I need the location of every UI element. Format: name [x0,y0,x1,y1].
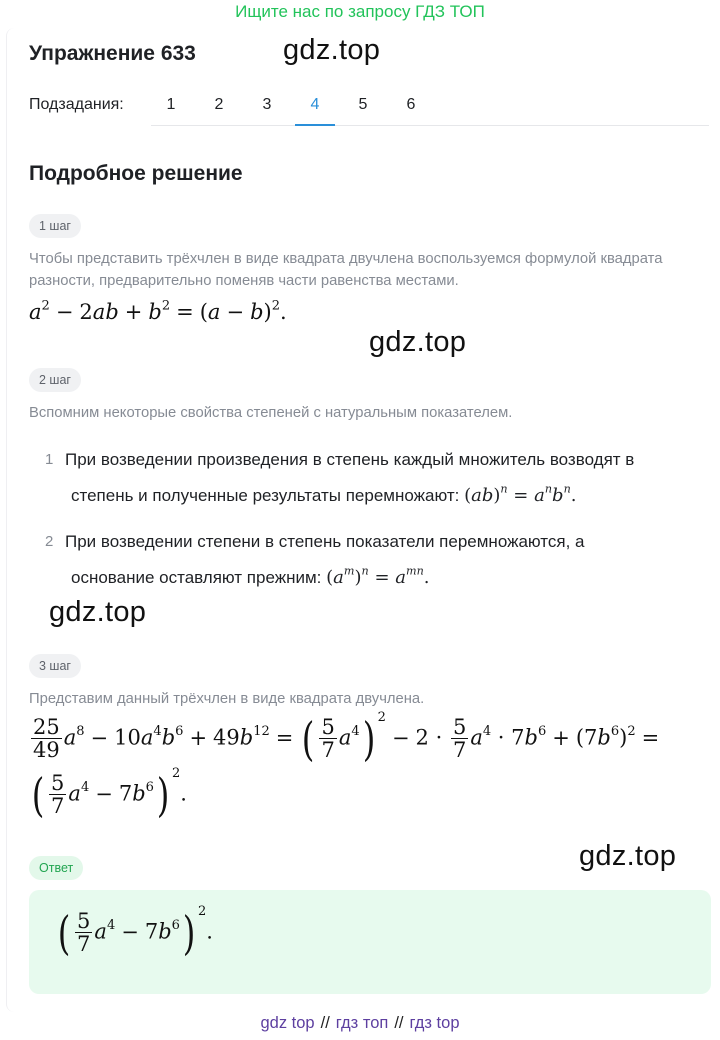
watermark: gdz.top [579,840,677,872]
list-text-continued [71,478,576,514]
answer-box [29,890,711,994]
watermark: gdz.top [283,34,381,66]
step-1-badge: 1 шаг [29,214,81,238]
tab-4[interactable]: 4 [295,96,335,126]
answer-badge: Ответ [29,856,83,880]
watermark: gdz.top [369,326,467,358]
tab-2[interactable]: 2 [214,96,224,113]
step-1-text: Чтобы представить трёхчлен в виде квадрата двучлена воспользуемся формулой квадрата разности, предварительно поменяв части равенства местами. [29,251,663,289]
list-text: степень и полученные результаты перемножают: [71,486,460,505]
step-1-formula: $a^2 - 2ab + b^2 = (a - b)^2$. [29,298,287,324]
footer-link[interactable]: гдз top [409,1014,460,1032]
list-text: При возведении произведения в степень каждый множитель возводят в [65,450,635,469]
section-title: Подробное решение [29,162,243,185]
step-2-text: Вспомним некоторые свойства степеней с натуральным показателем. [29,405,513,421]
tab-5[interactable]: 5 [358,96,368,113]
top-banner: Ищите нас по запросу ГДЗ ТОП [235,2,485,21]
footer-link[interactable]: gdz top [260,1014,315,1032]
subtasks-nav [29,92,709,126]
tab-6[interactable]: 6 [406,96,416,113]
solution-card [6,28,718,1012]
step-2-badge: 2 шаг [29,368,81,392]
list-number: 1 [45,451,54,468]
exercise-title: Упражнение 633 [29,42,196,65]
watermark: gdz.top [49,596,147,628]
property-formula: $(a^m)^n = a^{mn}$. [326,564,430,588]
footer-separator: // [394,1014,404,1032]
footer-separator: // [320,1014,330,1032]
list-number: 2 [45,533,54,550]
property-formula: $(ab)^n = a^nb^n$. [464,482,577,506]
step-3-formula-line1: $\frac{25}{49}$ $a^8 - 10a^4b^6 + 49b^{12}$ = ( $\frac{5}{7}$ $a^4$) 2− 2 · $\frac{5}{7}$ $a^4 \cdot 7b^6 + (7b^6)^2$ = [33,710,660,766]
tab-1[interactable]: 1 [166,96,176,113]
step-3-formula-line2: ( $\frac{5}{7}$ $a^4 - 7b^6$) 2. [31,766,187,822]
step-3-badge: 3 шаг [29,654,81,678]
answer-formula: ( $\frac{5}{7}$ $a^4 - 7b^6$) 2. [57,904,213,960]
footer-link[interactable]: гдз топ [335,1014,389,1032]
subtasks-tabbar [151,92,709,126]
footer-links [0,1014,720,1033]
list-text-continued [71,560,429,596]
list-text: При возведении степени в степень показатели перемножаются, а [65,532,585,551]
list-text: основание оставляют прежним: [71,568,322,587]
step-3-text: Представим данный трёхчлен в виде квадрата двучлена. [29,691,425,707]
tab-3[interactable]: 3 [262,96,272,113]
subtasks-label: Подзадания: [29,96,124,113]
